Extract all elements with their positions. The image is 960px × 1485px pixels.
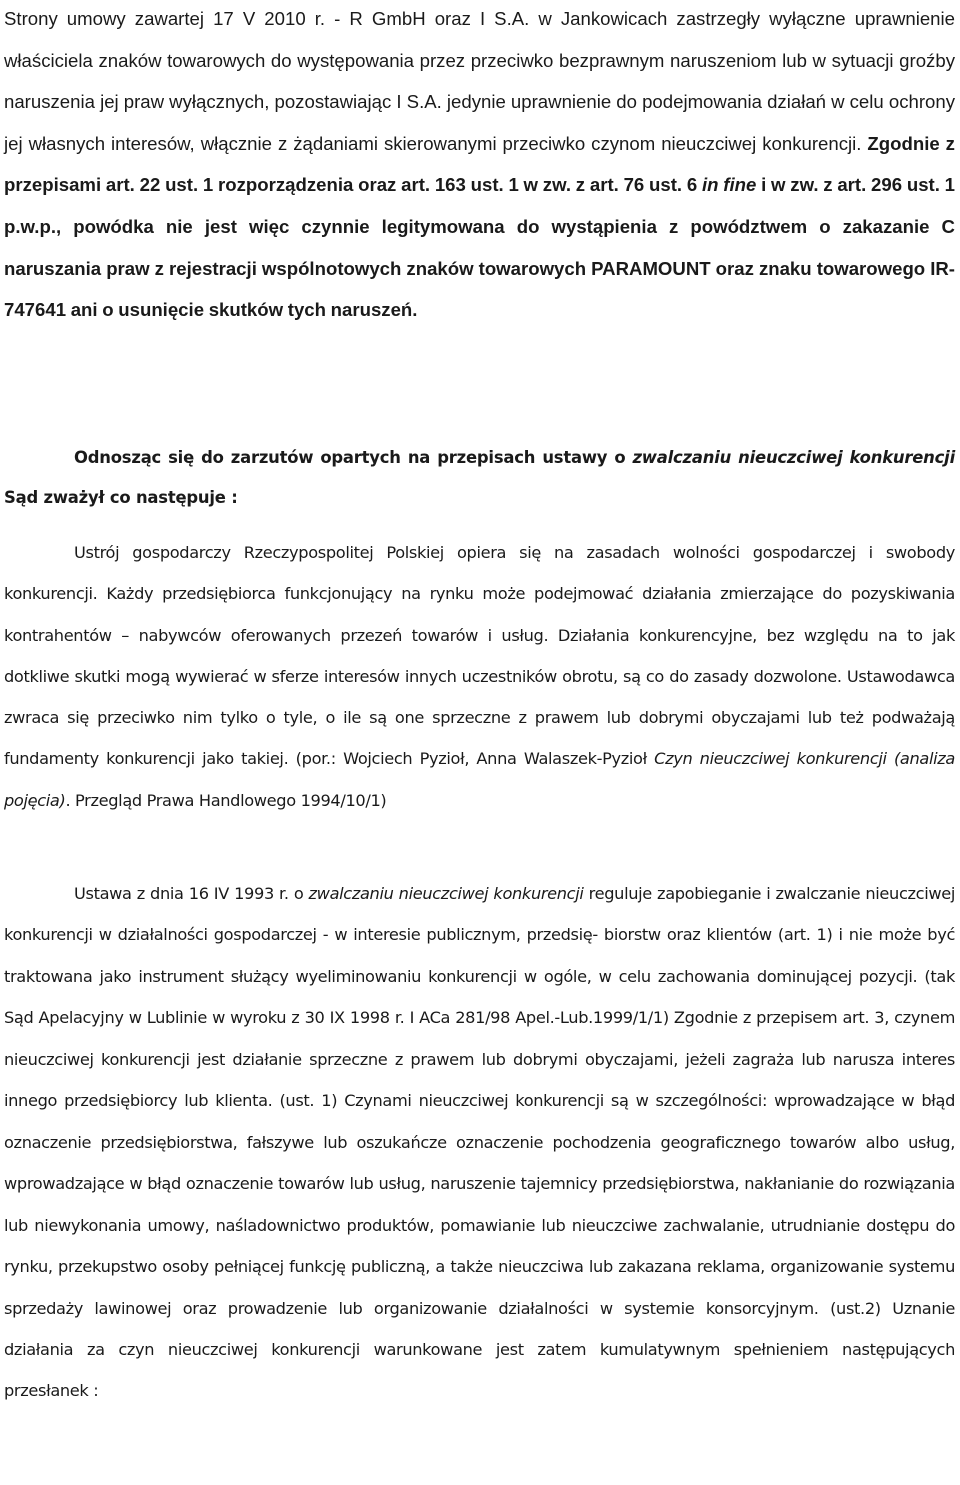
paragraph-contract-terms: [4, 0, 955, 331]
paragraph1-bold-conclusion: [4, 133, 955, 320]
paragraph-economic-system: [4, 532, 955, 821]
paragraph3-text-a: Ustawa z dnia 16 IV 1993 r. o: [74, 884, 309, 903]
heading-italic-act-name: zwalczaniu nieuczciwej konkurencji: [632, 448, 955, 467]
paragraph1-bold-text-b: i w zw. z art. 296 ust. 1 p.w.p., powódka nie jest więc czynnie legitymowana do wystąpienia z powództwem o zakazanie C naruszania praw z rejestracji wspólnotowych znaków towarowych PARAMOUNT oraz znaku towarowego IR-747641 ani o usunięcie skutków tych naruszeń.: [4, 174, 956, 321]
paragraph2-text-b: . Przegląd Prawa Handlowego 1994/10/1): [65, 790, 387, 810]
section-heading: [4, 438, 955, 518]
paragraph2-italic-citation-title: Czyn nieuczciwej konkurencji (analiza pojęcia): [4, 749, 955, 810]
heading-text-a: Odnosząc się do zarzutów opartych na przepisach ustawy o: [74, 448, 633, 467]
paragraph1-bold-text-a: Zgodnie z przepisami art. 22 ust. 1 rozporządzenia oraz art. 163 ust. 1 w zw. z art. 76 ust. 6: [4, 132, 955, 196]
paragraph1-text: Strony umowy zawartej 17 V 2010 r. - R GmbH oraz I S.A. w Jankowicach zastrzegły wyłączne uprawnienie właściciela znaków towarowych do występowania przez przeciwko bezprawnym naruszeniom lub w sytuacji groźby naruszenia jej praw wyłącznych, pozostawiając I S.A. jedynie uprawnienie do podejmowania działań w celu ochrony jej własnych interesów, włącznie z żądaniami skierowanymi przeciwko czynom nieuczciwej konkurencji.: [4, 8, 955, 154]
paragraph1-bold-italic-latin: in fine: [701, 174, 757, 196]
paragraph2-text-a: Ustrój gospodarczy Rzeczypospolitej Polskiej opiera się na zasadach wolności gospodarczej i swobody konkurencji. Każdy przedsiębiorca funkcjonujący na rynku może podejmować działania zmierzające do pozyskiwania kontrahentów – nabywców oferowanych przezeń towarów i usług. Działania konkurencyjne, bez względu na to jak dotkliwe skutki mogą wywierać w sferze interesów innych uczestników obrotu, są co do zasady dozwolone. Ustawodawca zwraca się przeciwko nim tylko o tyle, o ile są one sprzeczne z prawem lub dobrymi obyczajami lub też podważają fundamenty konkurencji jako takiej. (por.: Wojciech Pyzioł, Anna Walaszek-Pyzioł: [4, 543, 955, 769]
paragraph-act-scope: [4, 873, 955, 1412]
heading-text-b: Sąd zważył co następuje :: [4, 488, 238, 507]
paragraph3-italic-act-name: zwalczaniu nieuczciwej konkurencji: [308, 884, 584, 903]
paragraph3-text-b: reguluje zapobieganie i zwalczanie nieuczciwej konkurencji w działalności gospodarczej - w interesie publicznym, przedsię- biorstw oraz klientów (art. 1) i nie może być traktowana jako instrument służący wyeliminowaniu konkurencji w ogóle, w celu zachowania dominującej pozycji. (tak Sąd Apelacyjny w Lublinie w wyroku z 30 IX 1998 r. I ACa 281/98 Apel.-Lub.1999/1/1) Zgodnie z przepisem art. 3, czynem nieuczciwej konkurencji jest działanie sprzeczne z prawem lub dobrymi obyczajami, jeżeli zagraża lub narusza interes innego przedsiębiorcy lub klienta. (ust. 1) Czynami nieuczciwej konkurencji są w szczególności: wprowadzające w błąd oznaczenie przedsiębiorstwa, fałszywe lub oszukańcze oznaczenie pochodzenia geograficznego towarów albo usług, wprowadzające w błąd oznaczenie towarów lub usług, naruszenie tajemnicy przedsiębiorstwa, nakłanianie do rozwiązania lub niewykonania umowy, naśladownictwo produktów, pomawianie lub nieuczciwe zachwalanie, utrudnianie dostępu do rynku, przekupstwo osoby pełniącej funkcję publiczną, a także nieuczciwa lub zakazana reklama, organizowanie systemu sprzedaży lawinowej oraz prowadzenie lub organizowanie działalności w systemie konsorcyjnym. (ust.2) Uznanie działania za czyn nieuczciwej konkurencji warunkowane jest zatem kumulatywnym spełnieniem następujących przesłanek :: [4, 884, 955, 1401]
